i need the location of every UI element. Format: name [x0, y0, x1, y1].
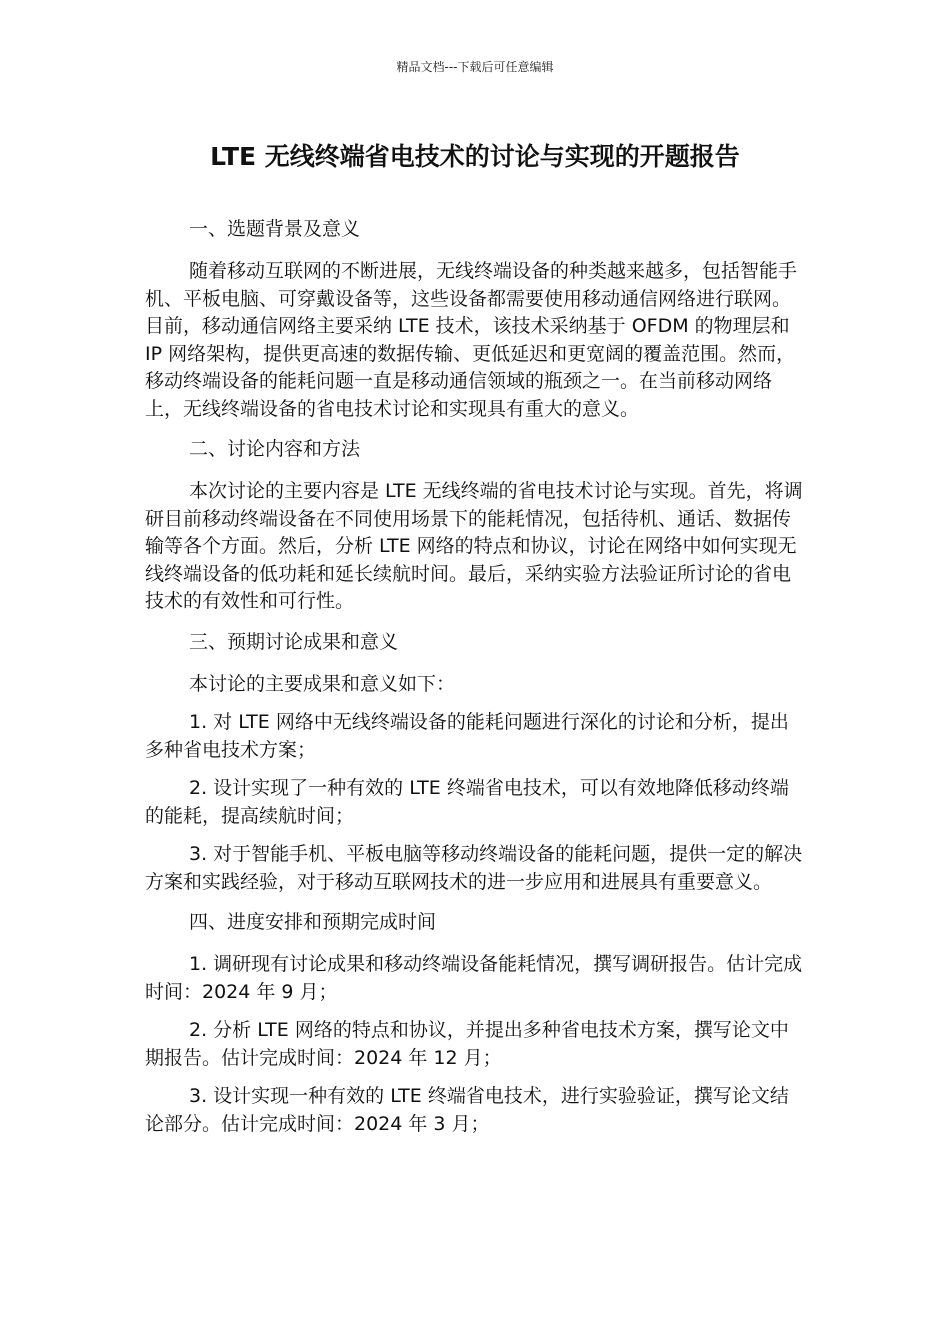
section-expected-results — [145, 627, 805, 897]
page-header: 精品文档---下载后可任意编辑 — [396, 60, 554, 74]
document-title: LTE 无线终端省电技术的讨论与实现的开题报告 — [210, 142, 740, 171]
list-item: 2. 设计实现了一种有效的 LTE 终端省电技术，可以有效地降低移动终端的能耗，提高续航时间； — [145, 777, 789, 827]
paragraph: 本次讨论的主要内容是 LTE 无线终端的省电技术讨论与实现。首先，将调研目前移动终端设备在不同使用场景下的能耗情况，包括待机、通话、数据传输等各个方面。然后，分析 LTE 网络的特点和协议，讨论在网络中如何实现无线终端设备的低功耗和延长续航时间。最后，采纳实验方法验证所讨论的省电技术的有效性和可行性。 — [145, 480, 803, 612]
section-heading: 三、预期讨论成果和意义 — [189, 630, 399, 653]
paragraph: 随着移动互联网的不断进展，无线终端设备的种类越来越多，包括智能手机、平板电脑、可穿戴设备等，这些设备都需要使用移动通信网络进行联网。目前，移动通信网络主要采纳 LTE 技术，该技术采纳基于 OFDM 的物理层和 IP 网络架构，提供更高速的数据传输、更低延迟和更宽阔的覆盖范围。然而，移动终端设备的能耗问题一直是移动通信领域的瓶颈之一。在当前移动网络上，无线终端设备的省电技术讨论和实现具有重大的意义。 — [145, 260, 798, 420]
list-item: 1. 调研现有讨论成果和移动终端设备能耗情况，撰写调研报告。估计完成时间：2024 年 9 月； — [145, 953, 803, 1003]
list-item: 1. 对 LTE 网络中无线终端设备的能耗问题进行深化的讨论和分析，提出多种省电技术方案； — [145, 711, 789, 761]
paragraph: 本讨论的主要成果和意义如下： — [189, 672, 456, 695]
section-heading: 二、讨论内容和方法 — [189, 438, 361, 460]
list-item: 3. 设计实现一种有效的 LTE 终端省电技术，进行实验验证，撰写论文结论部分。估计完成时间：2024 年 3 月； — [145, 1085, 789, 1135]
section-heading: 一、选题背景及意义 — [189, 218, 361, 240]
list-item: 2. 分析 LTE 网络的特点和协议，并提出多种省电技术方案，撰写论文中期报告。估计完成时间：2024 年 12 月； — [145, 1019, 789, 1069]
section-schedule — [145, 907, 805, 1138]
section-heading: 四、进度安排和预期完成时间 — [189, 911, 437, 933]
document-body — [145, 214, 805, 1149]
section-background — [145, 214, 805, 423]
list-item: 3. 对于智能手机、平板电脑等移动终端设备的能耗问题，提供一定的解决方案和实践经验，对于移动互联网技术的进一步应用和进展具有重要意义。 — [145, 843, 803, 893]
section-content-methods — [145, 434, 805, 616]
